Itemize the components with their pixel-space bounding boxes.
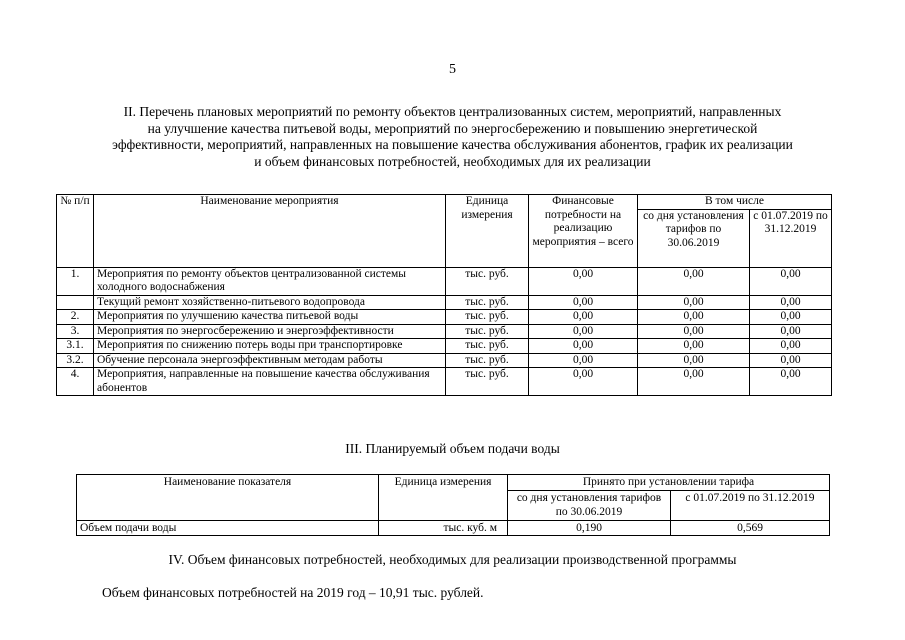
row-unit: тыс. руб. — [446, 339, 529, 354]
table-header-row — [77, 475, 830, 491]
header-finance-total: Финансовые потребности на реализацию мероприятия – всего — [529, 195, 638, 268]
header-unit: Единица измерения — [446, 195, 529, 268]
row-period-1: 0,00 — [638, 353, 750, 368]
row-period-1: 0,00 — [638, 310, 750, 325]
table-row — [57, 339, 832, 354]
row-period-1: 0,00 — [638, 267, 750, 295]
financial-summary: Объем финансовых потребностей на 2019 год – 10,91 тыс. рублей. — [102, 585, 484, 600]
row-unit: тыс. руб. — [446, 353, 529, 368]
row-period-2: 0,00 — [750, 353, 832, 368]
row-total: 0,00 — [529, 368, 638, 396]
section-2-title — [50, 104, 855, 170]
row-period-1: 0,00 — [638, 368, 750, 396]
row-activity-name: Мероприятия по энергосбережению и энергоэффективности — [94, 324, 446, 339]
water-supply-table — [76, 474, 830, 536]
row-unit: тыс. руб. — [446, 267, 529, 295]
table-header-row — [57, 195, 832, 210]
row-unit: тыс. руб. — [446, 324, 529, 339]
header-period-1: со дня установления тарифов по 30.06.2019 — [638, 209, 750, 267]
row-period-2: 0,00 — [750, 368, 832, 396]
row-num: 3. — [57, 324, 94, 339]
header-including: В том числе — [638, 195, 832, 210]
section-3-title: III. Планируемый объем подачи воды — [345, 441, 560, 456]
header-accepted: Принято при установлении тарифа — [508, 475, 830, 491]
header-period-1: со дня установления тарифов по 30.06.2019 — [508, 490, 671, 520]
row-num: 2. — [57, 310, 94, 325]
row-unit: тыс. руб. — [446, 310, 529, 325]
header-period-2: с 01.07.2019 по 31.12.2019 — [750, 209, 832, 267]
row-num — [57, 295, 94, 310]
row-period-2: 0,00 — [750, 295, 832, 310]
row-period-1: 0,00 — [638, 324, 750, 339]
section-2-title-line: и объем финансовых потребностей, необходимых для их реализации — [254, 153, 651, 169]
page-number: 5 — [449, 62, 456, 77]
section-2-title-line: II. Перечень плановых мероприятий по ремонту объектов централизованных систем, мероприятий, направленных — [123, 104, 782, 119]
row-period-1: 0,00 — [638, 339, 750, 354]
row-period-2: 0,00 — [750, 324, 832, 339]
table-row — [77, 520, 830, 536]
row-num: 1. — [57, 267, 94, 295]
header-indicator-name: Наименование показателя — [77, 475, 379, 521]
header-num: № п/п — [57, 195, 94, 268]
table-row — [57, 353, 832, 368]
row-total: 0,00 — [529, 310, 638, 325]
row-num: 4. — [57, 368, 94, 396]
table-row — [57, 295, 832, 310]
row-total: 0,00 — [529, 267, 638, 295]
table-row — [57, 310, 832, 325]
section-2-title-line: эффективности, мероприятий, направленных на повышение качества обслуживания абонентов, график их реализации — [112, 137, 793, 152]
row-period-2: 0,00 — [750, 339, 832, 354]
row-num: 3.2. — [57, 353, 94, 368]
row-period-1: 0,190 — [508, 520, 671, 536]
table-row — [57, 324, 832, 339]
row-total: 0,00 — [529, 324, 638, 339]
row-unit: тыс. руб. — [446, 295, 529, 310]
row-total: 0,00 — [529, 353, 638, 368]
row-activity-name: Мероприятия, направленные на повышение качества обслуживания абонентов — [94, 368, 446, 396]
row-activity-name: Текущий ремонт хозяйственно-питьевого водопровода — [94, 295, 446, 310]
row-indicator-name: Объем подачи воды — [77, 520, 379, 536]
row-period-2: 0,569 — [671, 520, 830, 536]
activities-table — [56, 194, 832, 396]
row-num: 3.1. — [57, 339, 94, 354]
row-period-1: 0,00 — [638, 295, 750, 310]
row-total: 0,00 — [529, 339, 638, 354]
section-4-title: IV. Объем финансовых потребностей, необходимых для реализации производственной программы — [168, 552, 737, 567]
row-total: 0,00 — [529, 295, 638, 310]
section-2-title-line: на улучшение качества питьевой воды, мероприятий по энергосбережению и повышению энергетической — [147, 120, 758, 136]
table-row — [57, 368, 832, 396]
table-row — [57, 267, 832, 295]
header-activity-name: Наименование мероприятия — [94, 195, 446, 268]
header-period-2: с 01.07.2019 по 31.12.2019 — [671, 490, 830, 520]
row-unit: тыс. руб. — [446, 368, 529, 396]
row-period-2: 0,00 — [750, 310, 832, 325]
row-activity-name: Мероприятия по ремонту объектов централизованной системы холодного водоснабжения — [94, 267, 446, 295]
header-unit: Единица измерения — [379, 475, 508, 521]
row-activity-name: Мероприятия по улучшению качества питьевой воды — [94, 310, 446, 325]
row-unit: тыс. куб. м — [379, 520, 508, 536]
row-activity-name: Мероприятия по снижению потерь воды при транспортировке — [94, 339, 446, 354]
row-period-2: 0,00 — [750, 267, 832, 295]
row-activity-name: Обучение персонала энергоэффективным методам работы — [94, 353, 446, 368]
